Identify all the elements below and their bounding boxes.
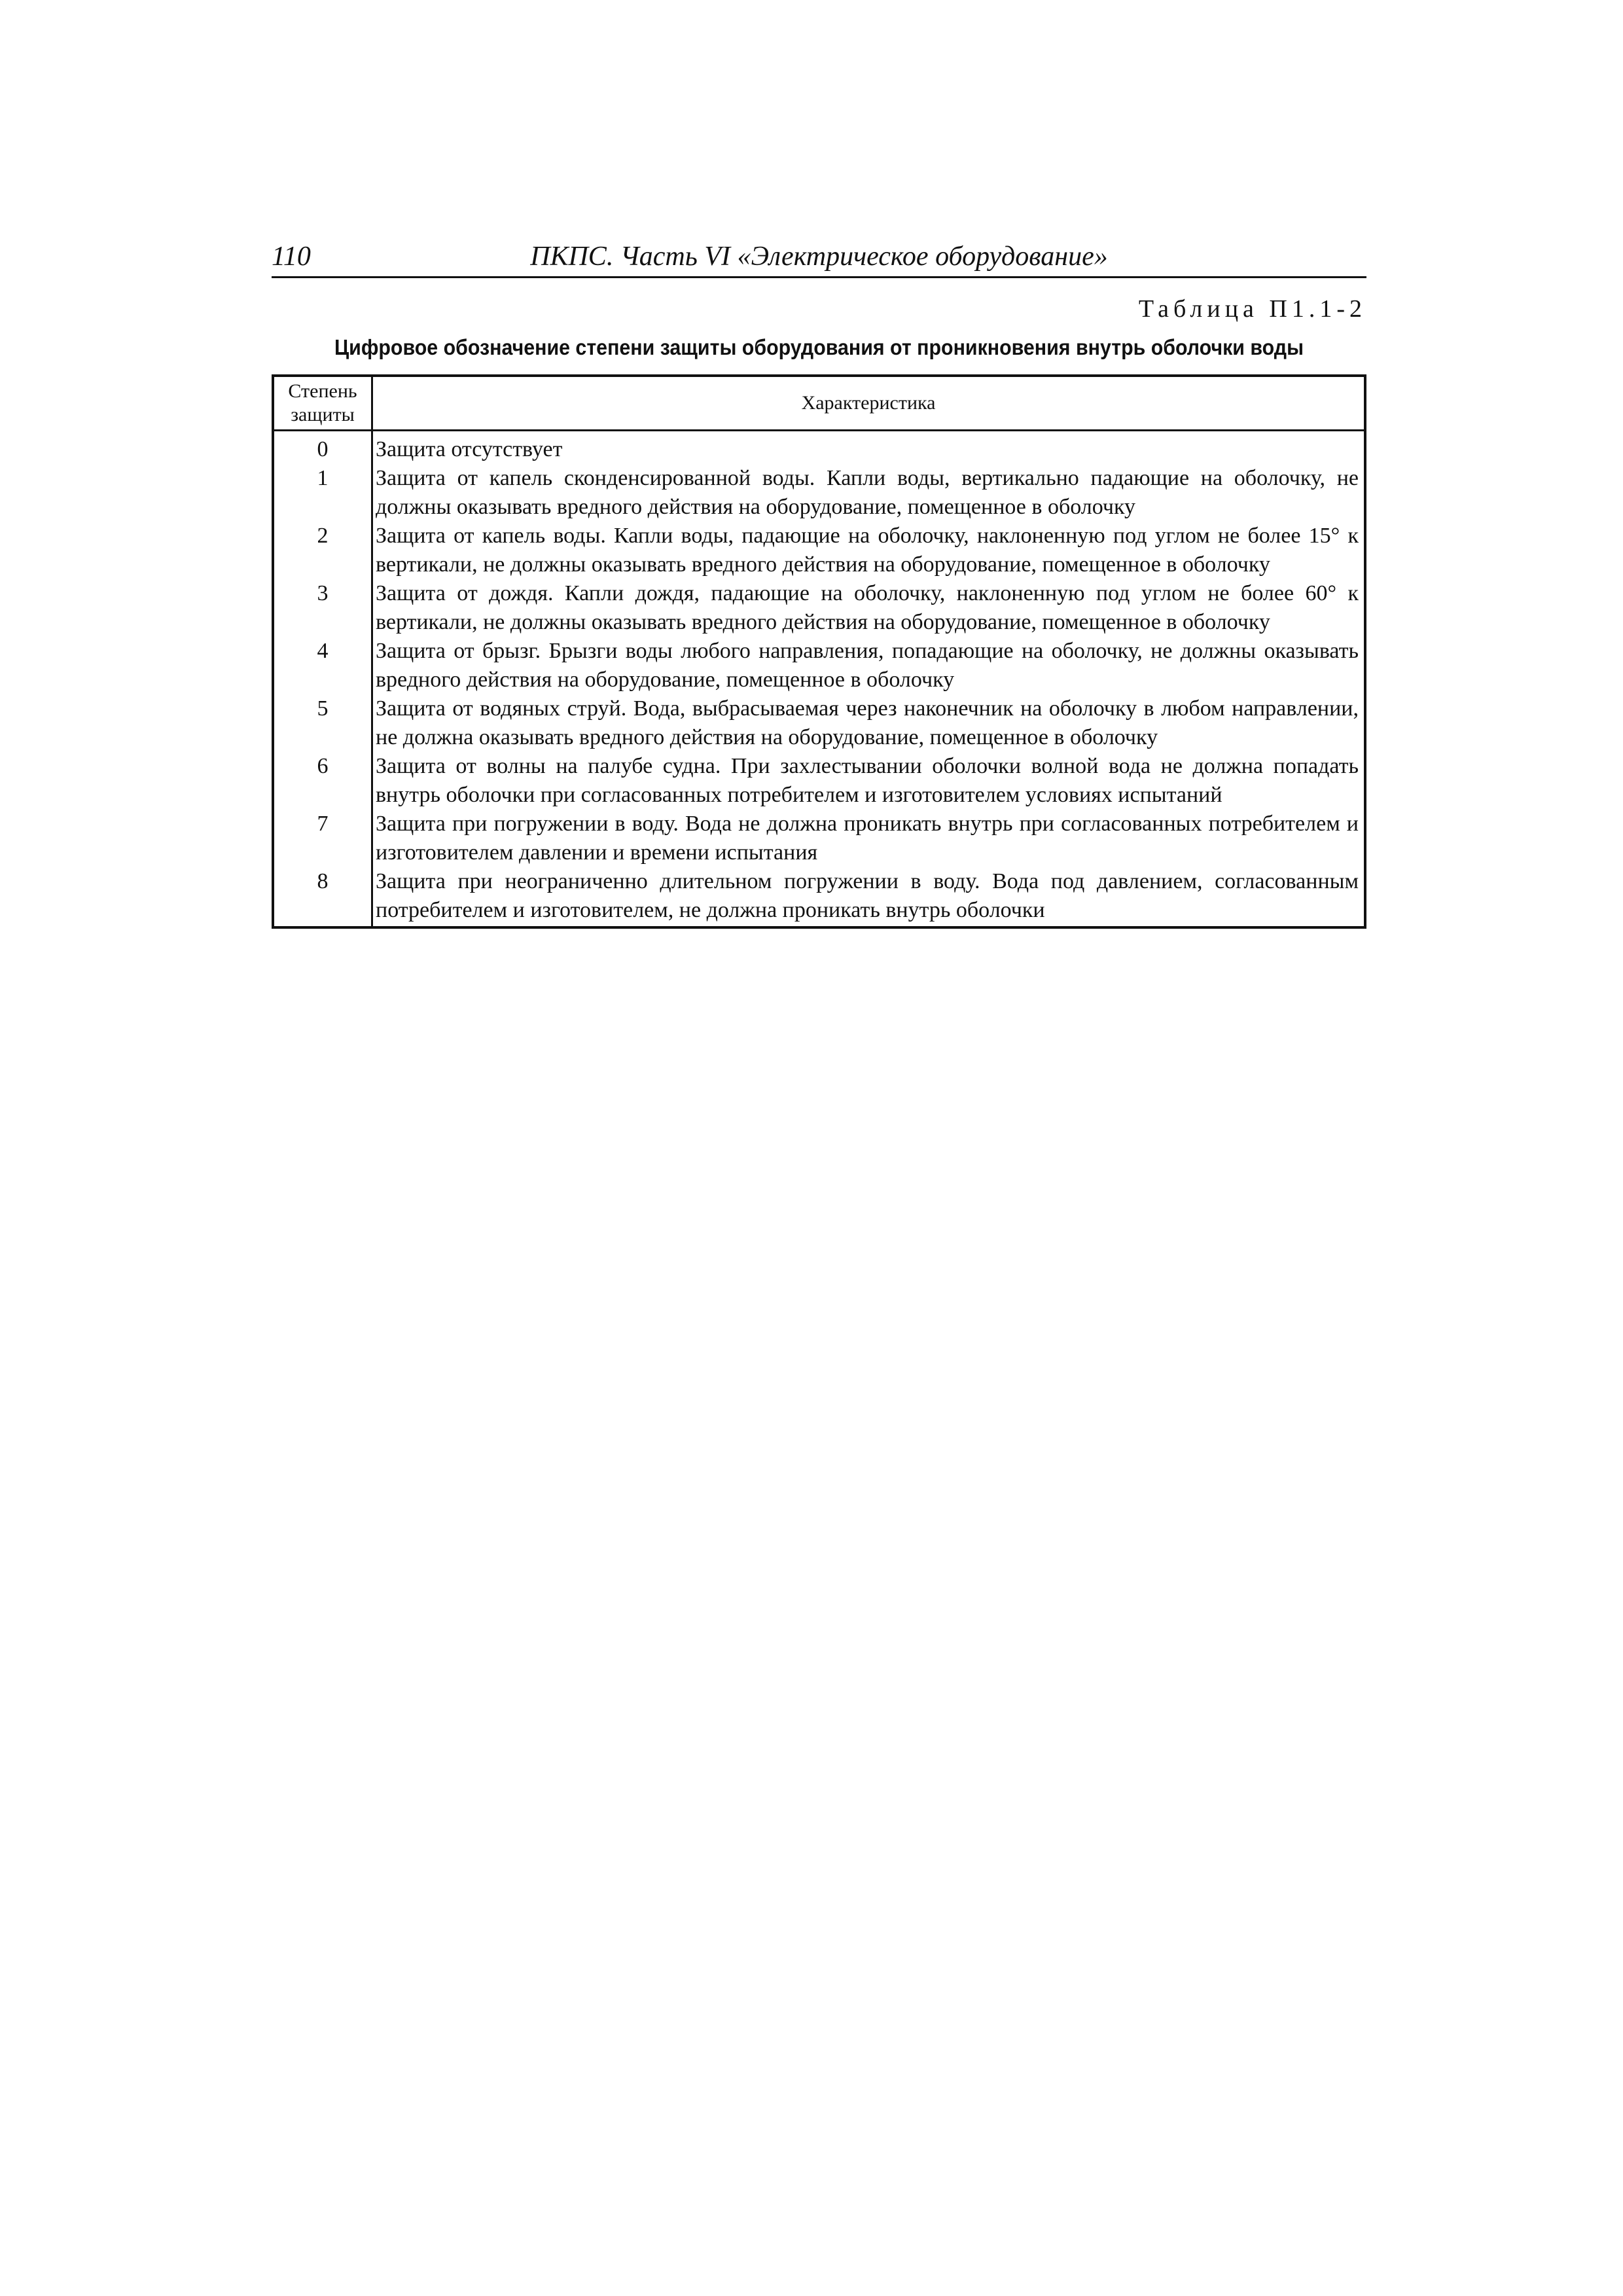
column-header-degree <box>273 376 372 431</box>
column-header-degree-line1: Степень <box>288 380 357 402</box>
degree-cell: 2 <box>273 522 372 579</box>
description-cell: Защита от капель воды. Капли воды, падающие на оболочку, наклоненную под углом не более 15° к вертикали, не должны оказывать вредного действия на оборудование, помещенное в оболочку <box>372 522 1366 579</box>
degree-cell: 0 <box>273 431 372 465</box>
table-row <box>273 810 1365 867</box>
table-row <box>273 752 1365 810</box>
table-header <box>273 376 1365 431</box>
table-number: Таблица П1.1-2 <box>1138 295 1366 323</box>
degree-cell: 8 <box>273 867 372 927</box>
description-cell: Защита от волны на палубе судна. При захлестывании оболочки волной вода не должна попадать внутрь оболочки при согласованных потребителем и изготовителем условиях испытаний <box>372 752 1366 810</box>
description-cell: Защита отсутствует <box>372 431 1366 465</box>
page-number: 110 <box>272 242 311 272</box>
description-cell: Защита при неограниченно длительном погружении в воду. Вода под давлением, согласованным потребителем и изготовителем, не должна проникать внутрь оболочки <box>372 867 1366 927</box>
description-cell: Защита при погружении в воду. Вода не должна проникать внутрь при согласованных потребителем и изготовителем давлении и времени испытания <box>372 810 1366 867</box>
table-row <box>273 464 1365 522</box>
degree-cell: 6 <box>273 752 372 810</box>
page-header <box>272 237 1366 278</box>
description-cell: Защита от брызг. Брызги воды любого направления, попадающие на оболочку, не должны оказывать вредного действия на оборудование, помещенное в оболочку <box>372 637 1366 694</box>
column-header-degree-line2: защиты <box>291 404 355 425</box>
table-row <box>273 694 1365 752</box>
description-cell: Защита от дождя. Капли дождя, падающие на оболочку, наклоненную под углом не более 60° к вертикали, не должны оказывать вредного действия на оборудование, помещенное в оболочку <box>372 579 1366 637</box>
degree-cell: 1 <box>273 464 372 522</box>
description-cell: Защита от водяных струй. Вода, выбрасываемая через наконечник на оболочку в любом направлении, не должна оказывать вредного действия на оборудование, помещенное в оболочку <box>372 694 1366 752</box>
table-body <box>273 431 1365 928</box>
table-row <box>273 867 1365 927</box>
running-title: ПКПС. Часть VI «Электрическое оборудование» <box>530 242 1108 272</box>
description-cell: Защита от капель сконденсированной воды. Капли воды, вертикально падающие на оболочку, не должны оказывать вредного действия на оборудование, помещенное в оболочку <box>372 464 1366 522</box>
table-row <box>273 579 1365 637</box>
table-row <box>273 522 1365 579</box>
table-row <box>273 431 1365 465</box>
degree-cell: 4 <box>273 637 372 694</box>
degree-cell: 7 <box>273 810 372 867</box>
degree-cell: 5 <box>273 694 372 752</box>
table-title: Цифровое обозначение степени защиты оборудования от проникновения внутрь оболочки воды <box>334 335 1304 359</box>
table-header-row <box>273 376 1365 431</box>
protection-degree-table <box>272 374 1366 929</box>
degree-cell: 3 <box>273 579 372 637</box>
column-header-characteristic: Характеристика <box>372 376 1366 431</box>
table-row <box>273 637 1365 694</box>
